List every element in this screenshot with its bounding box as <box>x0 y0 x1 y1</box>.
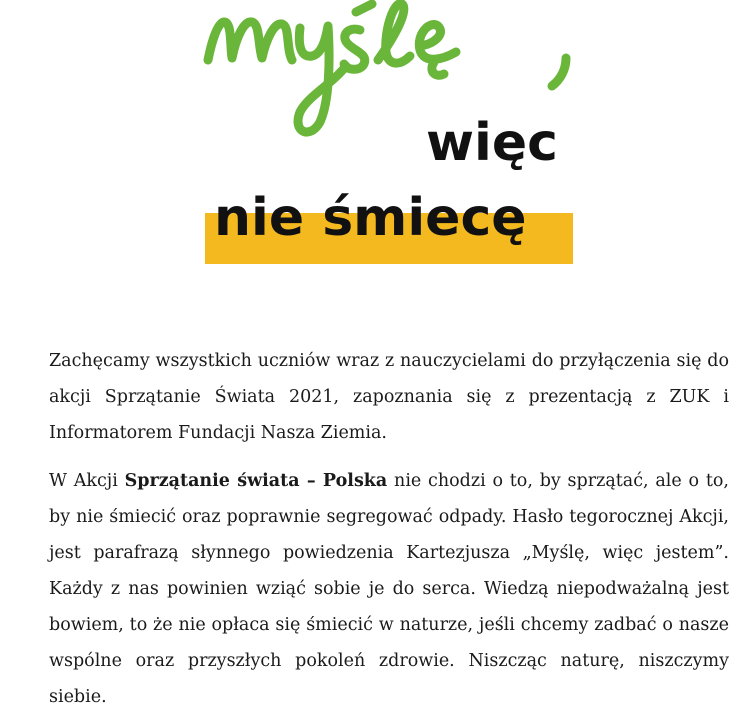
campaign-logo-graphic <box>0 0 752 290</box>
campaign-name-bold: Sprzątanie świata – Polska <box>124 471 388 491</box>
article-body <box>49 343 729 727</box>
paragraph-campaign <box>49 463 729 715</box>
paragraph-intro: Zachęcamy wszystkich uczniów wraz z nauczycielami do przyłączenia się do akcji Sprzątanie Świata 2021, zapoznania się z prezentacją z ZUK i Informatorem Fundacji Nasza Ziemia. <box>49 351 729 443</box>
campaign-logo <box>0 0 752 290</box>
paragraph-campaign-lead: W Akcji <box>49 471 125 491</box>
paragraph-campaign-rest: nie chodzi o to, by sprzątać, ale o to, by nie śmiecić oraz poprawnie segregować odpady. Hasło tegorocznej Akcji, jest parafrazą słynnego powiedzenia Kartezjusza „Myślę, więc jestem”. Każdy z nas powinien wziąć sobie je do serca. Wiedzą niepodważalną jest bowiem, to że nie opłaca się śmiecić w naturze, jeśli chcemy zadbać o nasze wspólne oraz przyszłych pokoleń zdrowie. Niszcząc naturę, niszczymy siebie. <box>49 471 729 707</box>
logo-line-nie-smiece: nie śmiecę <box>214 188 527 248</box>
logo-line-wiec: więc <box>426 113 558 173</box>
